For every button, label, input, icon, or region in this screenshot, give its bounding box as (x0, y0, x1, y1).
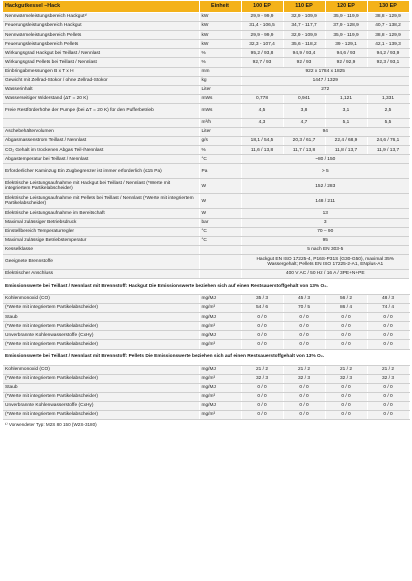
row-unit: mg/m³ (199, 304, 241, 313)
row-unit: mg/MJ (199, 401, 241, 410)
row-value: 3,8 (283, 103, 325, 118)
header-label: Hackgutkessel –Hack (3, 1, 199, 13)
row-value: 4,5 (241, 103, 283, 118)
header-row (3, 1, 409, 13)
table-row (3, 31, 409, 40)
row-label: Staub (3, 313, 199, 322)
row-value: 5,5 (367, 118, 409, 127)
row-value: 0 / 0 (283, 411, 325, 420)
row-label: Unverbrannte Kohlenwasserstoffe (CxHy) (3, 401, 199, 410)
row-unit: mg/m³ (199, 340, 241, 349)
table-row (3, 94, 409, 103)
row-unit: mg/MJ (199, 331, 241, 340)
row-unit: °C (199, 236, 241, 245)
row-unit (199, 269, 241, 278)
row-value: 0 / 0 (325, 322, 367, 331)
table-row (3, 179, 409, 194)
row-unit: % (199, 49, 241, 58)
row-value: 56 / 2 (325, 294, 367, 303)
row-label: Einbringabmessungen B x T x H (3, 67, 199, 76)
row-unit: °C (199, 227, 241, 236)
table-row (3, 254, 409, 269)
row-value: 95,2 / 93,8 (241, 49, 283, 58)
row-label: (*Werte mit integriertem Partikelabscheider) (3, 374, 199, 383)
row-value: 11,7 / 13,8 (283, 146, 325, 155)
row-value-all-models: 94 (241, 128, 409, 137)
row-value: 3,1 (325, 103, 367, 118)
row-value: 38,8 - 129,9 (367, 31, 409, 40)
row-unit (199, 254, 241, 269)
row-value: 0 / 0 (241, 331, 283, 340)
row-unit (199, 245, 241, 254)
row-value: 0 / 0 (367, 411, 409, 420)
row-label: Freie Restförderhöhe der Pumpe (bei ΔT = 20 K) für den Pufferbetrieb (3, 103, 199, 118)
row-unit: mg/m³ (199, 411, 241, 420)
row-value: 0 / 0 (283, 313, 325, 322)
row-value: 39 - 129,1 (325, 40, 367, 49)
row-label: Staub (3, 383, 199, 392)
row-value: 74 / 4 (367, 304, 409, 313)
row-value: 11,8 / 13,7 (325, 146, 367, 155)
row-unit: mg/MJ (199, 383, 241, 392)
row-unit: mg/MJ (199, 294, 241, 303)
row-label: Nennwärmeleistungsbereich Hackgut¹⁾ (3, 13, 199, 22)
row-unit: mWs (199, 103, 241, 118)
row-label: (*Werte mit integriertem Partikelabscheider) (3, 304, 199, 313)
row-value: 21 / 2 (241, 365, 283, 374)
row-label: (*Werte mit integriertem Partikelabscheider) (3, 411, 199, 420)
table-row (3, 137, 409, 146)
table-row (3, 411, 409, 420)
header-model: 130 EP (367, 1, 409, 13)
row-value: 92 / 92,9 (325, 58, 367, 67)
header-model: 110 EP (283, 1, 325, 13)
table-row (3, 313, 409, 322)
row-value: 0 / 0 (241, 313, 283, 322)
row-value-all-models: 13 (241, 209, 409, 218)
row-unit: kW (199, 40, 241, 49)
table-row (3, 85, 409, 94)
table-row (3, 340, 409, 349)
table-row (3, 13, 409, 22)
table-row (3, 331, 409, 340)
row-label: Unverbrannte Kohlenwasserstoffe (CxHy) (3, 331, 199, 340)
row-value: 32 / 3 (283, 374, 325, 383)
row-value: 37,9 - 128,9 (325, 22, 367, 31)
row-label: Kohlenmonoxid (CO) (3, 365, 199, 374)
row-unit: Liter (199, 85, 241, 94)
row-value: 11,9 / 13,7 (367, 146, 409, 155)
row-value: 0 / 0 (367, 322, 409, 331)
row-value: 11,6 / 13,8 (241, 146, 283, 155)
row-value: 0 / 0 (325, 331, 367, 340)
row-value-all-models: 272 (241, 85, 409, 94)
row-value-all-models: 5 nach EN 303-5 (241, 245, 409, 254)
row-unit: mg/MJ (199, 313, 241, 322)
row-unit: kW (199, 13, 241, 22)
row-value: 0 / 0 (325, 340, 367, 349)
row-value: 4,7 (283, 118, 325, 127)
row-value-all-models: Hackgut EN ISO 17225-4, P16S-P31S (G30-G50), maximal 35% Wassergehalt; Pellets EN ISO 17225-2-A1, ENplus-A1 (241, 254, 409, 269)
row-label: Elektrischer Anschluss (3, 269, 199, 278)
table-row (3, 22, 409, 31)
row-value: 35,9 - 119,9 (325, 31, 367, 40)
row-value: 35,6 - 118,2 (283, 40, 325, 49)
row-label: (*Werte mit integriertem Partikelabscheider) (3, 392, 199, 401)
row-value: 2,5 (367, 103, 409, 118)
table-row (3, 49, 409, 58)
row-value: 92,3 / 93,1 (367, 58, 409, 67)
row-unit: mWs (199, 94, 241, 103)
table-row (3, 294, 409, 303)
row-value: 34,7 - 117,7 (283, 22, 325, 31)
row-value: 0 / 0 (241, 340, 283, 349)
row-value: 94,9 / 93,4 (283, 49, 325, 58)
row-label: Einstellbereich Temperaturregler (3, 227, 199, 236)
row-label: Erforderlicher Kaminzug Ein Zugbegrenzer ist immer erforderlich (≤15 Pa) (3, 164, 199, 179)
row-unit: % (199, 146, 241, 155)
row-value: 48 / 3 (367, 294, 409, 303)
row-unit: kW (199, 31, 241, 40)
row-value-all-models: 152 / 283 (241, 179, 409, 194)
table-row (3, 365, 409, 374)
row-label: Wirkungsgrad Hackgut bei Teillast / Nennlast (3, 49, 199, 58)
table-row (3, 58, 409, 67)
row-value: 0 / 0 (367, 383, 409, 392)
row-value: 0 / 0 (241, 383, 283, 392)
table-row (3, 236, 409, 245)
row-value: 32 / 3 (325, 374, 367, 383)
section-heading-row (3, 278, 409, 294)
row-value: 18,1 / 54,5 (241, 137, 283, 146)
table-body (3, 13, 409, 420)
row-value: 0 / 0 (241, 322, 283, 331)
row-value: 0 / 0 (367, 313, 409, 322)
table-row (3, 401, 409, 410)
table-row (3, 383, 409, 392)
header-model: 120 EP (325, 1, 367, 13)
row-value: 0 / 0 (325, 383, 367, 392)
row-label: Maximal zulässiger Betriebsdruck (3, 218, 199, 227)
row-unit: bar (199, 218, 241, 227)
table-row (3, 164, 409, 179)
table-row (3, 155, 409, 164)
row-label: (*Werte mit integriertem Partikelabscheider) (3, 340, 199, 349)
row-label (3, 118, 199, 127)
row-value: 0 / 0 (283, 392, 325, 401)
section-heading: Emissionswerte bei Teillast / Nennlast mit Brennstoff: Hackgut Die Emissionswerte beziehen sich auf einen Restsauerstoffgehalt von 13% O₂. (3, 278, 409, 294)
row-value-all-models: 3 (241, 218, 409, 227)
row-value: 21 / 2 (325, 365, 367, 374)
row-label: Wirkungsgrad Pellets bei Teillast / Nennlast (3, 58, 199, 67)
row-value: 21 / 2 (367, 365, 409, 374)
row-value: 32,9 - 109,9 (283, 31, 325, 40)
table-row (3, 76, 409, 85)
row-value: 38,8 - 129,9 (367, 13, 409, 22)
row-value: 86 / 4 (325, 304, 367, 313)
row-value: 32 / 3 (241, 374, 283, 383)
row-value: 1,331 (367, 94, 409, 103)
row-value: 54 / 6 (241, 304, 283, 313)
row-unit: % (199, 58, 241, 67)
row-label: CO₂ Gehalt im trockenen Abgas Teil-/Nennlast (3, 146, 199, 155)
row-value: 29,9 - 99,9 (241, 31, 283, 40)
table-row (3, 128, 409, 137)
row-value-all-models: 400 V AC / 50 Hz / 16 A / 3PE+N+PE (241, 269, 409, 278)
row-unit: g/s (199, 137, 241, 146)
spec-sheet (3, 1, 409, 428)
header-model: 100 EP (241, 1, 283, 13)
row-unit: m³/h (199, 118, 241, 127)
row-value: 32,3 - 107,4 (241, 40, 283, 49)
row-label: Elektrische Leistungsaufnahme mit Pellets bei Teillast / Nennlast (*Werte mit integriertem Partikelabscheider) (3, 194, 199, 209)
row-value: 0,941 (283, 94, 325, 103)
row-label: Maximal zulässige Betriebstemperatur (3, 236, 199, 245)
row-label: (*Werte mit integriertem Partikelabscheider) (3, 322, 199, 331)
row-label: Gewicht mit Zellrad-Stokor / ohne Zellrad-Stokor (3, 76, 199, 85)
section-heading-row (3, 349, 409, 365)
row-value: 32 / 3 (367, 374, 409, 383)
table-row (3, 218, 409, 227)
table-row (3, 245, 409, 254)
row-unit: W (199, 194, 241, 209)
row-value: 0 / 0 (325, 401, 367, 410)
table-row (3, 269, 409, 278)
table-row (3, 40, 409, 49)
row-label: Geeignete Brennstoffe (3, 254, 199, 269)
row-value: 0 / 0 (241, 411, 283, 420)
row-value-all-models: 148 / 211 (241, 194, 409, 209)
row-value: 70 / 5 (283, 304, 325, 313)
row-unit: Liter (199, 128, 241, 137)
table-header (3, 1, 409, 13)
row-value: 20,3 / 61,7 (283, 137, 325, 146)
table-row (3, 304, 409, 313)
table-row (3, 392, 409, 401)
row-label: Feuerungsleistungsbereich Pellets (3, 40, 199, 49)
row-value: 5,1 (325, 118, 367, 127)
row-value: 35 / 3 (241, 294, 283, 303)
row-value: 0 / 0 (283, 322, 325, 331)
row-value: 0 / 0 (367, 392, 409, 401)
row-value: 35,9 - 119,9 (325, 13, 367, 22)
row-label: Aschebehältervolumen (3, 128, 199, 137)
table-row (3, 194, 409, 209)
row-value: 0 / 0 (325, 313, 367, 322)
row-unit: mg/m³ (199, 392, 241, 401)
row-unit: °C (199, 155, 241, 164)
table-row (3, 374, 409, 383)
row-value: 32,9 - 109,9 (283, 13, 325, 22)
table-row (3, 103, 409, 118)
row-value: 0 / 0 (283, 401, 325, 410)
row-label: Elektrische Leistungsaufnahme im Bereitschaft (3, 209, 199, 218)
row-label: Kesselklasse (3, 245, 199, 254)
row-value: 0 / 0 (367, 331, 409, 340)
table-row (3, 322, 409, 331)
row-unit: kW (199, 22, 241, 31)
row-value: 94,2 / 93,9 (367, 49, 409, 58)
row-value: 45 / 3 (283, 294, 325, 303)
row-value-all-models: 95 (241, 236, 409, 245)
row-value: 92,7 / 93 (241, 58, 283, 67)
row-label: Abgasmassenstrom Teillast / Nennlast (3, 137, 199, 146)
row-value: 94,6 / 93 (325, 49, 367, 58)
row-unit: Pa (199, 164, 241, 179)
spec-table (3, 1, 410, 420)
row-value: 0 / 0 (367, 401, 409, 410)
row-label: Nennwärmeleistungsbereich Pellets (3, 31, 199, 40)
row-unit: mm (199, 67, 241, 76)
section-heading: Emissionswerte bei Teillast / Nennlast mit Brennstoff: Pellets Die Emissionswerte beziehen sich auf einen Restsauerstoffgehalt von 13% O₂. (3, 349, 409, 365)
row-value-all-models: > 5 (241, 164, 409, 179)
row-value-all-models: 70 – 90 (241, 227, 409, 236)
row-unit: W (199, 209, 241, 218)
row-value: 0,778 (241, 94, 283, 103)
row-value: 92 / 93 (283, 58, 325, 67)
row-value: 0 / 0 (283, 331, 325, 340)
table-row (3, 67, 409, 76)
row-label: Abgastemperatur bei Teillast / Nennlast (3, 155, 199, 164)
row-value: 42,1 - 139,3 (367, 40, 409, 49)
row-value-all-models: 922 x 1784 x 1825 (241, 67, 409, 76)
table-row (3, 118, 409, 127)
table-row (3, 209, 409, 218)
row-value: 29,9 - 99,9 (241, 13, 283, 22)
row-unit: mg/m³ (199, 322, 241, 331)
row-unit: W (199, 179, 241, 194)
table-row (3, 227, 409, 236)
row-unit: mg/MJ (199, 365, 241, 374)
row-value: 0 / 0 (325, 392, 367, 401)
row-value: 0 / 0 (241, 401, 283, 410)
row-value: 0 / 0 (283, 383, 325, 392)
row-value: 22,4 / 68,9 (325, 137, 367, 146)
header-unit: Einheit (199, 1, 241, 13)
row-label: Kohlenmonoxid (CO) (3, 294, 199, 303)
row-unit: mg/m³ (199, 374, 241, 383)
row-value-all-models: 1447 / 1329 (241, 76, 409, 85)
row-label: Elektrische Leistungsaufnahme mit Hackgut bei Teillast / Nennlast (*Werte mit integriertem Partikelabscheider) (3, 179, 199, 194)
row-unit: kg (199, 76, 241, 85)
row-value: 31,4 - 106,5 (241, 22, 283, 31)
row-value: 0 / 0 (283, 340, 325, 349)
row-value: 4,3 (241, 118, 283, 127)
table-row (3, 146, 409, 155)
row-value: 0 / 0 (241, 392, 283, 401)
row-value: 0 / 0 (367, 340, 409, 349)
row-value: 0 / 0 (325, 411, 367, 420)
row-value-all-models: ~80 / 150 (241, 155, 409, 164)
row-value: 24,6 / 76,1 (367, 137, 409, 146)
row-value: 40,7 - 138,2 (367, 22, 409, 31)
row-value: 1,121 (325, 94, 367, 103)
row-label: Wasserseitiger Widerstand (ΔT = 20 K) (3, 94, 199, 103)
footnote: ¹⁾ Vorwendeter Typ: M2S 80 150 (W2S-3180) (5, 422, 97, 428)
row-label: Feuerungsleistungsbereich Hackgut (3, 22, 199, 31)
row-value: 21 / 2 (283, 365, 325, 374)
row-label: Wasserinhalt (3, 85, 199, 94)
